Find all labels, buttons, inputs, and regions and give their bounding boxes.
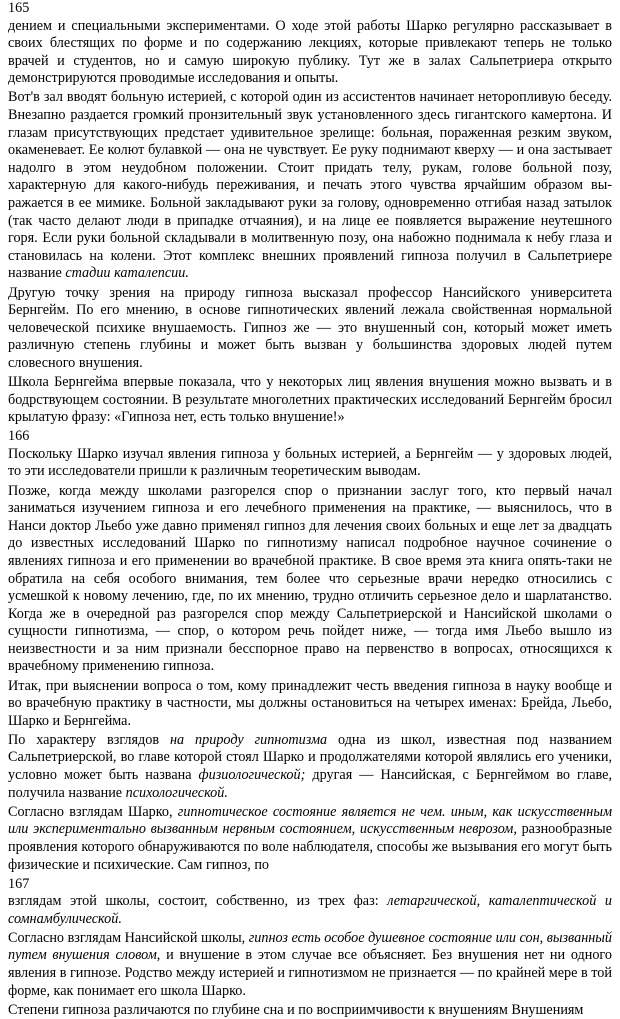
text-run: и внушение в этом случае все объясняет. Без внушения нет ни одного явления в гипнозе. Родство между истерией и гипнотизмом не признается — по крайней мере в той форме, как понимает его школа Шарко.	[8, 947, 612, 999]
text-run: Вот'в зал вводят больную истерией, с которой один из ассистентов начинает неторопливую беседу. Внезапно раздается громкий пронзительный звук установленного здесь гигантского камертона. И глазам присутствующих предстает удивительное зрелище: больная, пораженная резким звуком, окаменевает. Ее колют булавкой — она не чувствует. Ее руку поднимают кверху — и она застывает надолго в этом неудобном положении. Стоит придать телу, рукам, голове больной позу, характерную для какого-нибудь переживания, и печать этого чувства ярчайшим образом вы-ражается в ее мимике. Больной закладывают руки за голову, одновременно отгибая назад затылок (так часто делают люди в припадке отчаяния), и на лице ее появляется выражение неутешного горя. Если руки больной складывали в молитвенную позу, она набожно поднимала к небу глаза и становилась на колени. Этот комплекс внешних проявлений гипноза получил в Сальпетриере название	[8, 89, 612, 282]
paragraph: дением и специальными экспериментами. О ходе этой работы Шарко регулярно рассказывает в своих блестящих по форме и по содержанию лекциях, которые привлекают теперь не только врачей и студентов, но и самую широкую публику. Тут же в залах Сальпетриера открыто демонстрируются проводимые исследования и опыты.	[8, 17, 612, 87]
text-run: одна из школ, известная под названием Сальпетриерской, во главе которой стоял Шарко и продолжателями которой являлись его ученики, условно может быть названа	[8, 731, 612, 784]
paragraph	[8, 89, 612, 283]
paragraph: Поскольку Шарко изучал явления гипноза у больных истерией, а Бернгейм — у здоровых людей, то эти исследователи пришли к различным теоретическим выводам.	[8, 445, 612, 480]
page-number: 165	[8, 0, 30, 16]
page-number: 166	[8, 428, 30, 445]
text-run: Согласно взглядам Шарко,	[8, 803, 178, 820]
text-run: взглядам этой школы, состоит, собственно, из трех фаз:	[8, 893, 388, 910]
italic-text: на природу гипнотизма	[169, 731, 328, 748]
paragraph	[8, 732, 612, 802]
paragraph	[8, 930, 612, 1000]
paragraph: Школа Бернгейма впервые показала, что у некоторых лиц явления внушения можно вызвать и в бодрствующем состоянии. В результате многолетних практических исследований Бернгейм бросил крылатую фразу: «Гипноза нет, есть только внушение!»	[8, 373, 612, 426]
italic-text: психологической.	[125, 784, 228, 801]
text-run: другая — Нансийская, с Бернгеймом во главе, получила название	[8, 767, 612, 801]
paragraph: Другую точку зрения на природу гипноза высказал профессор Нансийского университета Бернгейм. По его мнению, в основе гипнотических явлений лежала свойственная нормальной человеческой психике внушаемость. Гипноз же — это внушенный сон, который может иметь различную степень глубины и может быть вызван у большинства здоровых людей путем словесного внушения.	[8, 284, 612, 371]
paragraph: Степени гипноза различаются по глубине сна и по восприимчивости к внушениям Внушениям	[8, 1001, 584, 1018]
paragraph	[8, 893, 612, 928]
paragraph: Позже, когда между школами разгорелся спор о признании заслуг того, кто первый начал заниматься изучением гипноза и его лечебного применения на практике, — выяснилось, что в Нанси доктор Льебо уже давно применял гипноз для лечения своих больных и еще лет за двадцать до известных исследований Шарко по гипнотизму написал подробное научное сочинение о явлениях гипноза и его применении во врачебной практике. В свое время эта книга опять-таки не обратила на себя особого внимания, тем более что серьезные врачи нередко относились с усмешкой к новому лечению, где, по их мнению, трудно отличить серьезное дело и шарлатанство. Когда же в очередной раз разгорелся спор между Сальпетриерской и Нансийской школами о сущности гипнотизма, — спор, о котором речь пойдет ниже, — тогда имя Льебо вышло из неизвестности и за ним признали бесспорное право на первенство в вопросах, относящихся к врачебному применению гипноза.	[8, 482, 612, 675]
italic-text: гипнотическое состояние является не чем. иным, как искусственным или экспериментально вызванным нервным состоянием, искусственным неврозом,	[8, 803, 613, 838]
text-run: разнообразные проявления которого обнаруживаются по воле наблюдателя, способы же вызывания его могут быть физические и психические. Сам гипноз, по	[8, 821, 612, 873]
text-run: По характеру взглядов	[8, 731, 170, 748]
italic-text: летаргической, каталептической и сомнамбулической.	[8, 893, 612, 927]
text-run: Согласно взглядам Нансийской школы,	[8, 929, 249, 946]
italic-text: физиологической;	[198, 767, 306, 784]
page-number: 167	[8, 875, 30, 892]
paragraph: Итак, при выяснении вопроса о том, кому принадлежит честь введения гипноза в науку вообще и во врачебную практику в частности, мы должны остановиться на четырех именах: Брейда, Льебо, Шарко и Бернгейма.	[8, 677, 612, 729]
italic-text: стадии каталепсии.	[65, 265, 189, 282]
italic-text: гипноз есть особое душевное состояние или сон, вызванный путем внушения словом,	[8, 929, 612, 964]
paragraph	[8, 804, 612, 874]
